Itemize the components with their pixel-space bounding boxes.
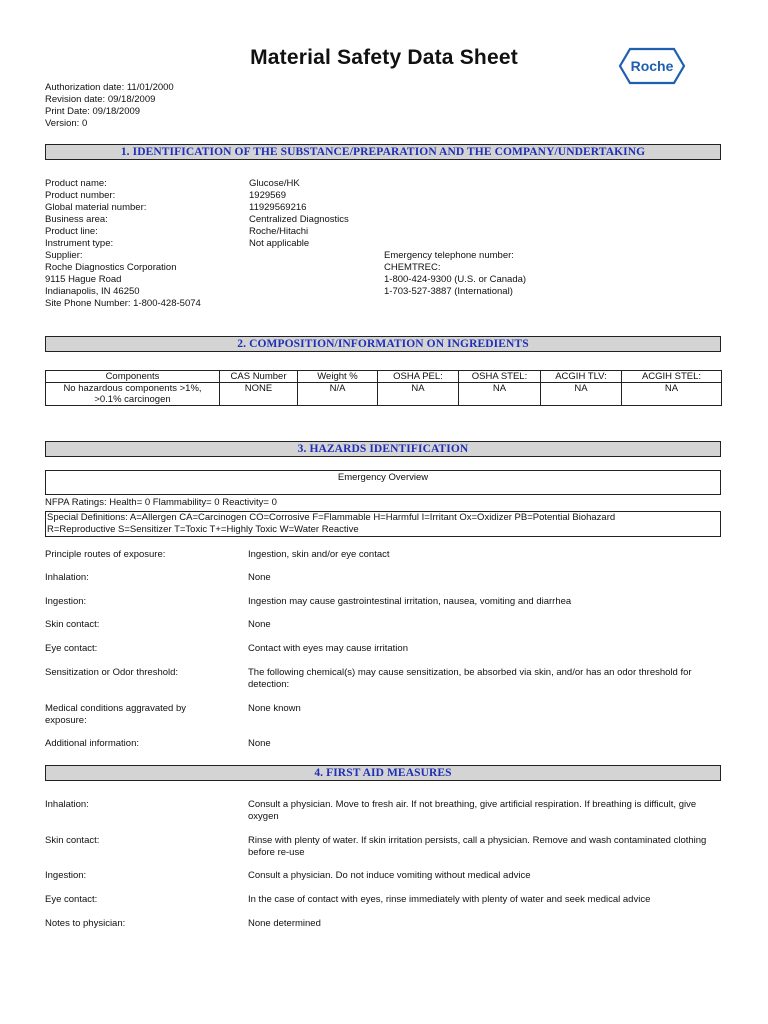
id-value: 11929569216 — [249, 202, 307, 213]
roche-logo — [618, 46, 686, 86]
authorization-date: Authorization date: 11/01/2000 — [45, 82, 174, 93]
identification-values — [249, 178, 349, 250]
table-cell: NA — [378, 383, 459, 406]
hazard-label: Principle routes of exposure: — [45, 549, 166, 560]
first-aid-value: Consult a physician. Move to fresh air. If not breathing, give artificial respiration. If breathing is difficult, give oxygen — [248, 799, 697, 822]
id-label: Business area: — [45, 214, 108, 225]
version: Version: 0 — [45, 118, 88, 129]
emergency-line: 1-800-424-9300 (U.S. or Canada) — [384, 274, 527, 285]
table-row — [46, 383, 722, 406]
table-cell: NONE — [220, 383, 298, 406]
hazard-value: Contact with eyes may cause irritation — [248, 643, 408, 654]
first-aid-label: Eye contact: — [45, 894, 98, 905]
emergency-overview-label: Emergency Overview — [337, 472, 429, 483]
table-header: Components — [46, 371, 220, 383]
id-value: Centralized Diagnostics — [249, 214, 349, 225]
nfpa-ratings: NFPA Ratings: Health= 0 Flammability= 0 Reactivity= 0 — [45, 497, 277, 508]
emergency-line: 1-703-527-3887 (International) — [384, 286, 513, 297]
table-header-row — [46, 371, 722, 383]
table-header: OSHA STEL: — [459, 371, 541, 383]
first-aid-label: Inhalation: — [45, 799, 89, 810]
id-value: 1929569 — [249, 190, 286, 201]
id-value: Glucose/HK — [249, 178, 300, 189]
table-cell: NA — [622, 383, 722, 406]
first-aid-value: Consult a physician. Do not induce vomiting without medical advice — [248, 870, 531, 881]
hazard-value: Ingestion, skin and/or eye contact — [248, 549, 390, 560]
special-definitions-line: Special Definitions: A=Allergen CA=Carcinogen CO=Corrosive F=Flammable H=Harmful I=Irritant Ox=Oxidizer PB=Potential Biohazard — [47, 512, 616, 523]
table-cell: N/A — [298, 383, 378, 406]
id-label: Product number: — [45, 190, 116, 201]
supplier-line: 9115 Hague Road — [45, 274, 122, 285]
id-value: Roche/Hitachi — [249, 226, 309, 237]
supplier-line: Indianapolis, IN 46250 — [45, 286, 140, 297]
id-value: Not applicable — [249, 238, 310, 249]
document-title: Material Safety Data Sheet — [250, 46, 518, 69]
emergency-line: CHEMTREC: — [384, 262, 441, 273]
id-label: Global material number: — [45, 202, 147, 213]
hazard-value: Ingestion may cause gastrointestinal irritation, nausea, vomiting and diarrhea — [248, 596, 572, 607]
print-date: Print Date: 09/18/2009 — [45, 106, 141, 117]
composition-table — [45, 370, 722, 406]
document-meta — [45, 82, 174, 130]
emergency-overview-box — [45, 470, 721, 495]
hazard-value: None — [248, 619, 271, 630]
first-aid-label: Ingestion: — [45, 870, 87, 881]
hazard-label: Additional information: — [45, 738, 139, 749]
first-aid-value: In the case of contact with eyes, rinse immediately with plenty of water and seek medical advice — [248, 894, 651, 905]
first-aid-value: None determined — [248, 918, 321, 929]
hazard-label: Eye contact: — [45, 643, 98, 654]
supplier-block — [45, 250, 201, 310]
identification-labels — [45, 178, 146, 250]
hazard-label: Sensitization or Odor threshold: — [45, 667, 179, 678]
emergency-line: Emergency telephone number: — [384, 250, 514, 261]
special-definitions-line: R=Reproductive S=Sensitizer T=Toxic T+=Highly Toxic W=Water Reactive — [47, 524, 359, 535]
hazard-value: None known — [248, 703, 301, 714]
supplier-line: Site Phone Number: 1-800-428-5074 — [45, 298, 201, 309]
supplier-line: Roche Diagnostics Corporation — [45, 262, 177, 273]
first-aid-value: Rinse with plenty of water. If skin irritation persists, call a physician. Remove and wash contaminated clothing before re-use — [248, 835, 707, 858]
table-header: ACGIH STEL: — [622, 371, 722, 383]
roche-hexagon-icon — [618, 46, 686, 86]
table-header: ACGIH TLV: — [541, 371, 622, 383]
hazard-label: Medical conditions aggravated by exposure: — [45, 703, 187, 726]
hazard-label: Inhalation: — [45, 572, 89, 583]
revision-date: Revision date: 09/18/2009 — [45, 94, 156, 105]
hazard-value: None — [248, 738, 271, 749]
emergency-block — [384, 250, 526, 298]
id-label: Product name: — [45, 178, 107, 189]
special-definitions-box — [45, 511, 721, 537]
section-2-header: 2. COMPOSITION/INFORMATION ON INGREDIENTS — [45, 336, 721, 352]
table-header: OSHA PEL: — [378, 371, 459, 383]
hazard-label: Skin contact: — [45, 619, 100, 630]
hazard-value: The following chemical(s) may cause sensitization, be absorbed via skin, and/or has an odor threshold for detection: — [248, 667, 692, 690]
logo-text: Roche — [630, 58, 674, 74]
section-1-header: 1. IDENTIFICATION OF THE SUBSTANCE/PREPARATION AND THE COMPANY/UNDERTAKING — [45, 144, 721, 160]
section-4-header: 4. FIRST AID MEASURES — [45, 765, 721, 781]
table-cell: No hazardous components >1%, >0.1% carcinogen — [46, 383, 220, 406]
hazard-value: None — [248, 572, 271, 583]
id-label: Instrument type: — [45, 238, 114, 249]
table-header: CAS Number — [220, 371, 298, 383]
table-cell: NA — [541, 383, 622, 406]
table-header: Weight % — [298, 371, 378, 383]
section-3-header: 3. HAZARDS IDENTIFICATION — [45, 441, 721, 457]
id-label: Product line: — [45, 226, 98, 237]
first-aid-label: Skin contact: — [45, 835, 100, 846]
first-aid-label: Notes to physician: — [45, 918, 126, 929]
supplier-line: Supplier: — [45, 250, 83, 261]
hazard-label: Ingestion: — [45, 596, 87, 607]
table-cell: NA — [459, 383, 541, 406]
